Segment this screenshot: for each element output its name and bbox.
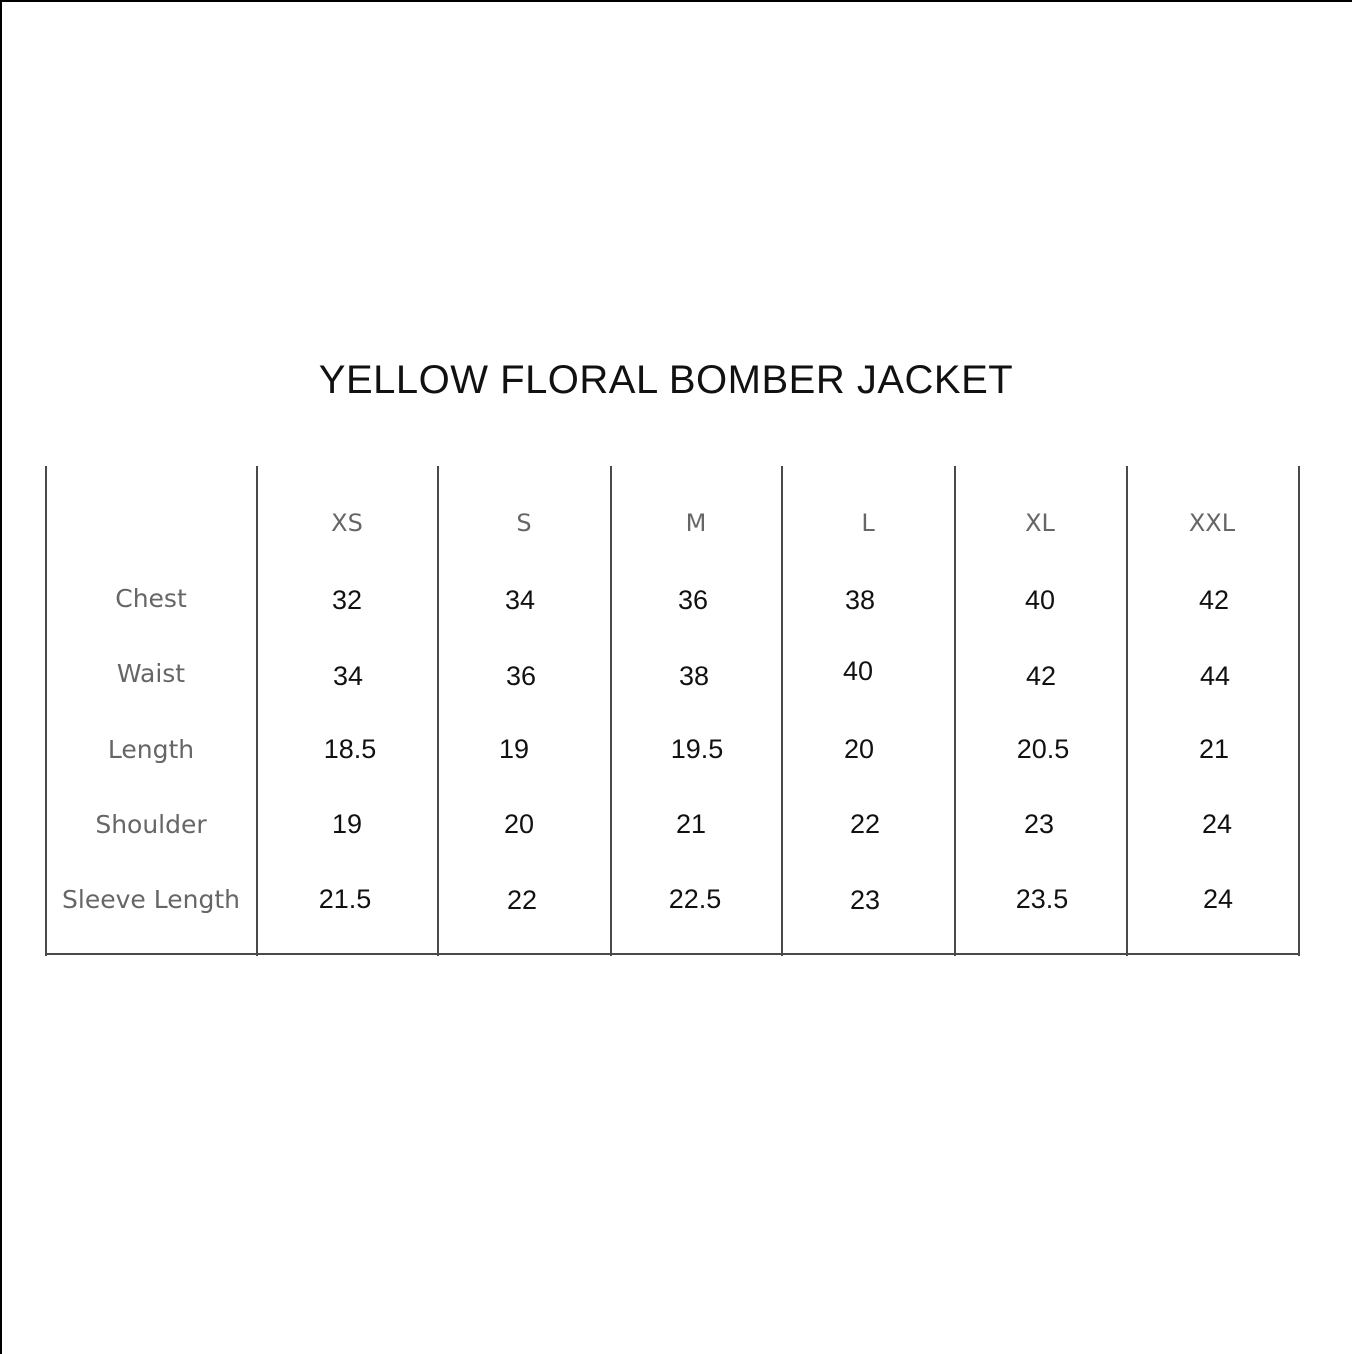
column-divider	[256, 466, 258, 956]
table-cell: 36	[505, 661, 537, 691]
table-border-left	[45, 466, 47, 956]
size-header-s: S	[516, 509, 532, 537]
column-divider	[437, 466, 439, 956]
table-cell: 18.5	[323, 734, 377, 764]
row-label: Chest	[115, 584, 187, 613]
table-cell: 36	[677, 585, 709, 615]
table-cell: 23	[1023, 809, 1055, 839]
row-label: Length	[107, 735, 195, 764]
table-cell: 20.5	[1016, 734, 1070, 764]
table-cell: 20	[503, 809, 535, 839]
column-divider	[781, 466, 783, 956]
table-cell: 42	[1025, 661, 1057, 691]
table-cell: 42	[1198, 585, 1230, 615]
size-header-m: M	[685, 509, 707, 537]
page-title: YELLOW FLORAL BOMBER JACKET	[318, 358, 1014, 402]
table-cell: 22.5	[668, 884, 722, 914]
row-label: Waist	[116, 659, 186, 688]
table-cell: 40	[842, 656, 874, 686]
size-header-xl: XL	[1025, 509, 1055, 537]
table-cell: 19	[331, 809, 363, 839]
size-header-xxl: XXL	[1188, 509, 1236, 537]
size-header-xs: XS	[331, 509, 363, 537]
table-cell: 38	[678, 661, 710, 691]
table-cell: 23	[849, 885, 881, 915]
column-divider	[1126, 466, 1128, 956]
table-cell: 23.5	[1015, 884, 1069, 914]
table-cell: 34	[504, 585, 536, 615]
table-cell: 24	[1202, 884, 1234, 914]
row-label: Sleeve Length	[62, 885, 240, 914]
table-border-right	[1298, 466, 1300, 956]
table-cell: 21	[1198, 734, 1230, 764]
table-border-bottom	[45, 953, 1300, 955]
table-cell: 22	[506, 885, 538, 915]
table-cell: 22	[849, 809, 881, 839]
table-cell: 20	[843, 734, 875, 764]
row-label: Shoulder	[95, 810, 207, 839]
table-cell: 44	[1199, 661, 1231, 691]
table-cell: 21.5	[318, 884, 372, 914]
column-divider	[954, 466, 956, 956]
table-cell: 40	[1024, 585, 1056, 615]
table-cell: 24	[1201, 809, 1233, 839]
table-cell: 34	[332, 661, 364, 691]
size-header-l: L	[861, 509, 875, 537]
column-divider	[610, 466, 612, 956]
table-cell: 19.5	[670, 734, 724, 764]
table-cell: 21	[675, 809, 707, 839]
table-cell: 32	[331, 585, 363, 615]
table-cell: 19	[498, 734, 530, 764]
table-cell: 38	[844, 585, 876, 615]
